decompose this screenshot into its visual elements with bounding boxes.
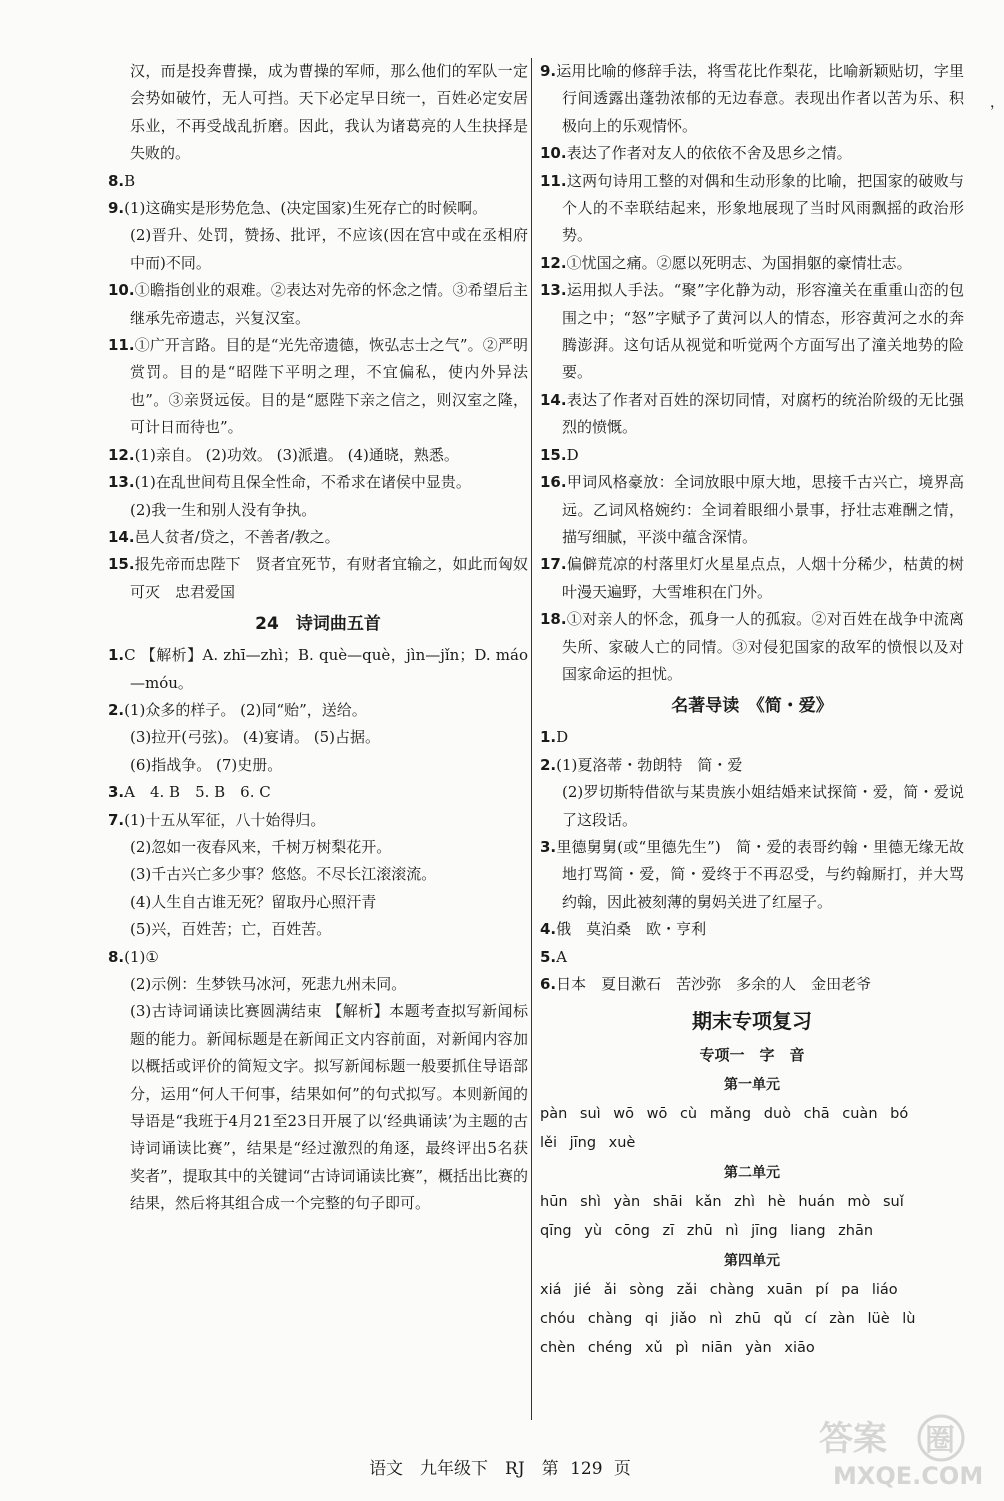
answer-item <box>108 697 528 724</box>
answer-item <box>108 58 528 168</box>
question-number: 5. <box>540 947 557 966</box>
answer-item <box>108 442 528 469</box>
question-number: 13. <box>108 473 135 492</box>
question-number: 14. <box>540 390 567 409</box>
question-number: 1. <box>540 728 557 747</box>
section-heading: 名著导读 《简・爱》 <box>671 696 833 717</box>
question-number: 2. <box>108 700 125 719</box>
answer-text: ①广开言路。目的是“光先帝遗德，恢弘志士之气”。②严明赏罚。目的是“昭陛下平明之理，不宜偏私，使内外异法也”。③亲贤远佞。目的是“愿陛下亲之信之，则汉室之隆，可计日而待也”。 <box>130 336 528 437</box>
question-number: 12. <box>108 445 135 464</box>
answer-item <box>540 551 964 606</box>
answer-item <box>108 195 528 222</box>
watermark-logo <box>815 1410 985 1490</box>
answer-item <box>108 889 528 916</box>
answer-item <box>540 250 964 277</box>
question-number: 15. <box>540 445 567 464</box>
section-heading: 期末专项复习 <box>692 1009 812 1034</box>
answer-text: 俄 莫泊桑 欧・亨利 <box>556 920 707 939</box>
answer-text: (2)晋升、处罚，赞扬、批评，不应该(因在宫中或在丞相府中而)不同。 <box>130 226 528 272</box>
question-number: 6. <box>540 975 557 993</box>
answer-item <box>108 551 528 606</box>
answer-text: (1)这确实是形势危急、(决定国家)生死存亡的时候啊。 <box>124 199 488 218</box>
question-number: 11. <box>108 336 135 355</box>
answer-item <box>540 944 964 971</box>
question-number: 14. <box>108 527 135 546</box>
answer-item <box>108 752 528 779</box>
answer-item <box>540 387 964 442</box>
answer-text: (6)指战争。 (7)史册。 <box>130 755 283 774</box>
answer-text: A 4. B 5. B 6. C <box>124 783 271 802</box>
question-number: 10. <box>540 144 567 163</box>
answer-item <box>108 861 528 888</box>
answer-item <box>108 524 528 551</box>
answer-item <box>540 140 964 167</box>
answer-item <box>540 277 964 387</box>
answer-text: (3)千古兴亡多少事？悠悠。不尽长江滚滚流。 <box>130 865 437 884</box>
question-number: 4. <box>540 920 557 939</box>
section-heading: 专项一 字 音 <box>699 1046 805 1065</box>
answer-text: (1)夏洛蒂・勃朗特 简・爱 <box>556 755 743 774</box>
answer-text: 表达了作者对百姓的深切同情，对腐朽的统治阶级的无比强烈的愤慨。 <box>562 390 964 437</box>
answer-item <box>540 606 964 688</box>
answer-text: (2)我一生和别人没有争执。 <box>130 500 317 519</box>
answer-item <box>540 779 964 834</box>
answer-item <box>540 724 964 751</box>
answer-item <box>540 752 964 779</box>
svg-text:圈: 圈 <box>925 1423 955 1458</box>
answer-text: (1)十五从军征，八十始得归。 <box>124 810 326 829</box>
page-footer: 语文 九年级下 RJ 第 129 页 <box>369 1459 631 1479</box>
answer-item <box>540 168 964 250</box>
answer-item <box>108 642 528 697</box>
answer-item <box>108 222 528 277</box>
pinyin-line: hūn shì yàn shāi kǎn zhì hè huán mò suǐ <box>540 1194 904 1211</box>
answer-text: (3)古诗词诵读比赛圆满结束 【解析】本题考查拟写新闻标题的能力。新闻标题是在新闻正文内容前面，对新闻内容加以概括或评价的简短文字。拟写新闻标题一般要抓住导语部分，运用“何人干何事，结果如何”的句式拟写。本则新闻的导语是“我班于4月21至23日开展了以‘经典诵读’为主题的古诗词诵读比赛”，结果是“经过激烈的角逐，最终评出5名获奖者”，提取其中的关键词“古诗词诵读比赛”，概括出比赛的结果，然后将其组合成一个完整的句子即可。 <box>130 1002 529 1213</box>
answer-text: 汉，而是投奔曹操，成为曹操的军师，那么他们的军队一定会势如破竹，无人可挡。天下必定早日统一，百姓必定安居乐业，不再受战乱折磨。因此，我认为诸葛亮的人生抉择是失败的。 <box>130 62 528 163</box>
question-number: 16. <box>540 473 567 492</box>
answer-item <box>108 807 528 834</box>
pinyin-line: pàn suì wō wō cù mǎng duò chā cuàn bó <box>540 1106 909 1123</box>
column-divider <box>531 58 532 1420</box>
answer-item <box>108 834 528 861</box>
question-number: 11. <box>540 171 567 190</box>
answer-text: (1)众多的样子。 (2)同“贻”，送给。 <box>124 700 367 719</box>
answer-item <box>108 724 528 751</box>
answer-item <box>540 916 964 943</box>
question-number: 18. <box>540 610 567 629</box>
answer-item <box>540 834 964 916</box>
answer-text: 表达了作者对友人的依依不舍及思乡之情。 <box>566 144 852 163</box>
question-number: 8. <box>108 171 125 190</box>
answer-text: (4)人生自古谁无死？留取丹心照汗青 <box>130 892 377 911</box>
answer-text: (1)亲自。 (2)功效。 (3)派遣。 (4)通晓，熟悉。 <box>134 445 459 464</box>
answer-text: C 【解析】A. zhī—zhì；B. què—què，jìn—jǐn；D. máo—móu。 <box>124 646 528 692</box>
section-heading: 第四单元 <box>724 1253 780 1270</box>
question-number: 8. <box>108 947 125 966</box>
pinyin-line: chóu chàng qi jiǎo nì zhū qǔ cí zàn lüè lù <box>540 1311 916 1328</box>
answer-item <box>540 58 964 140</box>
answer-text: 甲词风格豪放：全词放眼中原大地，思接千古兴亡，境界高远。乙词风格婉约：全词着眼细小景事，抒壮志难酬之情，描写细腻，平淡中蕴含深情。 <box>562 473 964 546</box>
question-number: 12. <box>540 253 567 272</box>
section-heading: 第一单元 <box>724 1077 780 1094</box>
answer-item <box>108 497 528 524</box>
answer-text: B <box>124 171 136 190</box>
answer-text: 运用拟人手法。“聚”字化静为动，形容潼关在重重山峦的包围之中；“怒”字赋予了黄河以人的情态，形容黄河之水的奔腾澎湃。这句话从视觉和听觉两个方面写出了潼关地势的险要。 <box>562 281 964 382</box>
question-number: 1. <box>108 646 125 665</box>
question-number: 9. <box>540 62 557 80</box>
left-column <box>108 58 528 1218</box>
answer-text: 偏僻荒凉的村落里灯火星星点点，人烟十分稀少，枯黄的树叶漫天遍野，大雪堆积在门外。 <box>562 555 964 601</box>
answer-text: (2)忽如一夜春风来，千树万树梨花开。 <box>130 837 392 856</box>
answer-text: A <box>556 947 567 966</box>
answer-item <box>108 944 528 971</box>
answer-text: 邑人贫者/贷之，不善者/教之。 <box>134 527 340 546</box>
answer-item <box>540 442 964 469</box>
answer-item <box>108 916 528 943</box>
answer-item <box>108 277 528 332</box>
answer-text: 日本 夏目漱石 苦沙弥 多余的人 金田老爷 <box>556 975 872 993</box>
question-number: 7. <box>108 810 125 829</box>
pinyin-line: lěi jīng xuè <box>540 1135 636 1152</box>
question-number: 10. <box>108 281 135 300</box>
question-number: 9. <box>108 199 125 218</box>
question-number: 2. <box>540 755 557 774</box>
answer-text: 里德舅舅(或“里德先生”) 简・爱的表哥约翰・里德无缘无故地打骂简・爱，简・爱终于不再忍受，与约翰厮打，并大骂约翰，因此被刻薄的舅妈关进了红屋子。 <box>556 837 964 911</box>
section-heading: 24 诗词曲五首 <box>255 614 381 635</box>
answer-item <box>108 469 528 496</box>
question-number: 3. <box>540 837 557 856</box>
answer-text: (2)示例：生梦铁马冰河，死悲九州未同。 <box>130 975 407 993</box>
right-column <box>540 58 964 1363</box>
answer-text: (1)在乱世间苟且保全性命，不希求在诸侯中显贵。 <box>134 473 471 492</box>
answer-text: 报先帝而忠陛下 贤者宜死节，有财者宜输之，如此而匈奴可灭 忠君爱国 <box>130 555 528 601</box>
answer-text: 运用比喻的修辞手法，将雪花比作梨花，比喻新颖贴切，字里行间透露出蓬勃浓郁的无边春意。表现出作者以苦为乐、积极向上的乐观情怀。 <box>556 62 964 135</box>
answer-text: ①瞻指创业的艰难。②表达对先帝的怀念之情。③希望后主继承先帝遗志，兴复汉室。 <box>130 281 528 327</box>
svg-text:答案: 答案 <box>819 1419 887 1459</box>
answer-item <box>540 971 964 998</box>
answer-text: 这两句诗用工整的对偶和生动形象的比喻，把国家的破败与个人的不幸联结起来，形象地展现了当时风雨飘摇的政治形势。 <box>562 171 964 245</box>
answer-text: ①对亲人的怀念，孤身一人的孤寂。②对百姓在战争中流离失所、家破人亡的同情。③对侵犯国家的敌军的愤恨以及对国家命运的担忧。 <box>562 610 964 683</box>
question-number: 13. <box>540 281 567 300</box>
answer-text: D <box>556 728 569 747</box>
answer-item <box>108 971 528 998</box>
answer-text: (5)兴，百姓苦；亡，百姓苦。 <box>130 920 332 939</box>
pinyin-line: xiá jié ǎi sòng zǎi chàng xuān pí pa liáo <box>540 1282 898 1299</box>
answer-item <box>540 469 964 551</box>
question-number: 15. <box>108 555 135 574</box>
answer-text: (1)① <box>124 947 159 966</box>
answer-item <box>108 998 528 1217</box>
svg-text:MXQE.COM: MXQE.COM <box>833 1462 984 1490</box>
answer-text: ①忧国之痛。②愿以死明志、为国捐躯的豪情壮志。 <box>566 253 912 272</box>
pinyin-line: qīng yù cōng zī zhū nì jīng liang zhān <box>540 1223 874 1240</box>
answer-item <box>108 332 528 442</box>
answer-text: (3)拉开(弓弦)。 (4)宴请。 (5)占据。 <box>130 728 380 747</box>
answer-item <box>108 779 528 806</box>
question-number: 17. <box>540 555 567 574</box>
margin-mark: ， <box>990 95 1004 111</box>
answer-text: D <box>566 445 579 464</box>
section-heading: 第二单元 <box>724 1165 780 1182</box>
question-number: 3. <box>108 783 125 802</box>
pinyin-line: chèn chéng xǔ pì niān yàn xiāo <box>540 1340 815 1357</box>
answer-text: (2)罗切斯特借欲与某贵族小姐结婚来试探简・爱，简・爱说了这段话。 <box>562 783 964 829</box>
answer-item <box>108 168 528 195</box>
